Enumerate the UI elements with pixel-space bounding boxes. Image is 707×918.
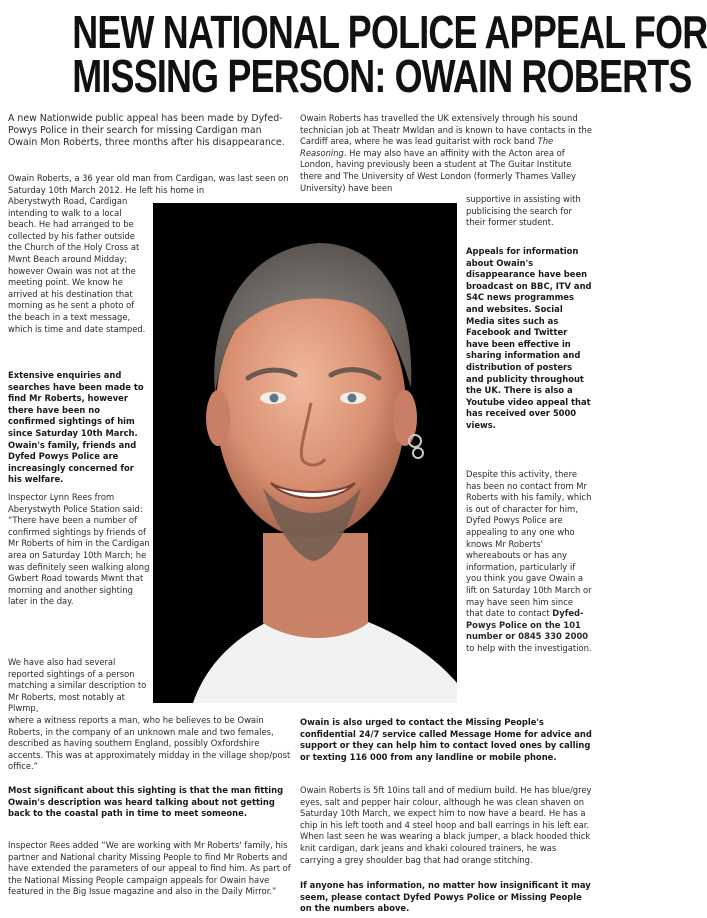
left-ear xyxy=(393,390,417,446)
final-appeal-paragraph: If anyone has information, no matter how insignificant it may seem, please contact Dyfed Powys Police or Missing People on the numbers above. xyxy=(300,880,591,914)
iris xyxy=(270,394,279,403)
walk-details-paragraph: Aberystwyth Road, Cardigan intending to walk to a local beach. He had arranged to be collected by his father outside the Church of the Holy Cross at Mwnt Beach around Midday; however Owain was not at the meeting point. We know he arrived at his destination that morning as he sent a photo of the beach in a text message, which is time and date stamped. xyxy=(8,196,146,334)
police-phone-numbers: Dyfed-Powys Police on the 101 number or 0845 330 2000 xyxy=(466,608,589,642)
portrait-illustration xyxy=(153,203,457,703)
missing-people-service-paragraph: Owain is also urged to contact the Missing People's confidential 24/7 service called Message Home for advice and support or they can help him to contact loved ones by calling or texting 116 000 from any landline or mobile phone. xyxy=(300,717,592,762)
missing-person-photo xyxy=(153,203,457,703)
last-seen-paragraph: Owain Roberts, a 36 year old man from Cardigan, was last seen on Saturday 10th March 2012. He left his home in xyxy=(8,173,289,195)
significant-sighting-paragraph: Most significant about this sighting is that the man fitting Owain's description was heard talking about not getting back to the coastal path in time to meet someone. xyxy=(8,785,284,819)
witness-report-paragraph: where a witness reports a man, who he believes to be Owain Roberts, in the company of an unknown male and two females, described as having southern England, possibly Oxfordshire accents. This was at approximately midday in the village shop/post office.” xyxy=(8,715,291,772)
travel-paragraph xyxy=(300,113,592,194)
plwmp-sightings-paragraph: We have also had several reported sightings of a person matching a similar description to Mr Roberts, most notably at Plwmp, xyxy=(8,657,147,714)
travel-text: Owain Roberts has travelled the UK extensively through his sound technician job at Theatr Mwldan and is known to have contacts in the Cardiff area, where he was lead guitarist with rock band xyxy=(300,113,593,147)
intro-paragraph: A new Nationwide public appeal has been made by Dyfed-Powys Police in their search for missing Cardigan man Owain Mon Roberts, three months after his disappearance. xyxy=(8,113,285,148)
inspector-quote-paragraph: Inspector Lynn Rees from Aberystwyth Police Station said: “There have been a number of confirmed sightings by friends of Mr Roberts of him in the Cardigan area on Saturday 10th March; he was definitely seen walking along Gwbert Road towards Mwnt that morning and another sighting later in the day. xyxy=(8,492,150,607)
headline xyxy=(72,6,707,102)
enquiries-paragraph: Extensive enquiries and searches have been made to find Mr Roberts, however there have been no confirmed sightings of him since Saturday 10th March. Owain's family, friends and Dyfed Powys Police are increasingly concerned for his welfare. xyxy=(8,370,144,485)
earring xyxy=(413,448,423,458)
headline-line-2: MISSING PERSON: OWAIN ROBERTS xyxy=(72,50,692,102)
contact-appeal-end: to help with the investigation. xyxy=(466,642,592,653)
right-ear xyxy=(206,390,230,446)
media-appeals-paragraph: Appeals for information about Owain's disappearance have been broadcast on BBC, ITV and S4C news programmes and websites. Social Media sites such as Facebook and Twitter have been effective in sharing information and distribution of posters and publicity throughout the UK. There is also a Youtube video appeal that has received over 5000 views. xyxy=(466,246,592,430)
band-name: The Reasoning xyxy=(300,136,554,158)
iris xyxy=(348,394,357,403)
contact-appeal-paragraph xyxy=(466,469,592,655)
university-support-paragraph: supportive in assisting with publicising the search for their former student. xyxy=(466,194,581,228)
headline-line-1: NEW NATIONAL POLICE APPEAL FOR xyxy=(72,6,707,58)
contact-appeal-text: Despite this activity, there has been no contact from Mr Roberts with his family, which is out of character for him, Dyfed Powys Police are appealing to any one who knows Mr Roberts' whereabouts or has any information, particularly if you think you gave Owain a lift on Saturday 10th March or may have seen him since that date to contact xyxy=(466,469,592,619)
inspector-rees-paragraph: Inspector Rees added “We are working with Mr Roberts' family, his partner and National charity Missing People to find Mr Roberts and have extended the parameters of our appeal to find him. As part of the National Missing People campaign appeals for Owain have featured in the Big Issue magazine and also in the Daily Mirror.” xyxy=(8,840,291,897)
description-paragraph: Owain Roberts is 5ft 10ins tall and of medium build. He has blue/grey eyes, salt and pepper hair colour, although he was clean shaven on Saturday 10th March, we expect him to now have a beard. He has a chip in his left tooth and 4 steel hoop and ball earrings in his left ear. When last seen he was wearing a black jumper, a black hooded thick knit cardigan, dark jeans and khaki coloured trainers, he was carrying a grey shoulder bag that had orange stitching. xyxy=(300,785,592,865)
travel-text-end: . He may also have an affinity with the Acton area of London, having previously been a student at The Guitar Institute there and The University of West London (formerly Thames Valley University) have been xyxy=(300,147,576,193)
